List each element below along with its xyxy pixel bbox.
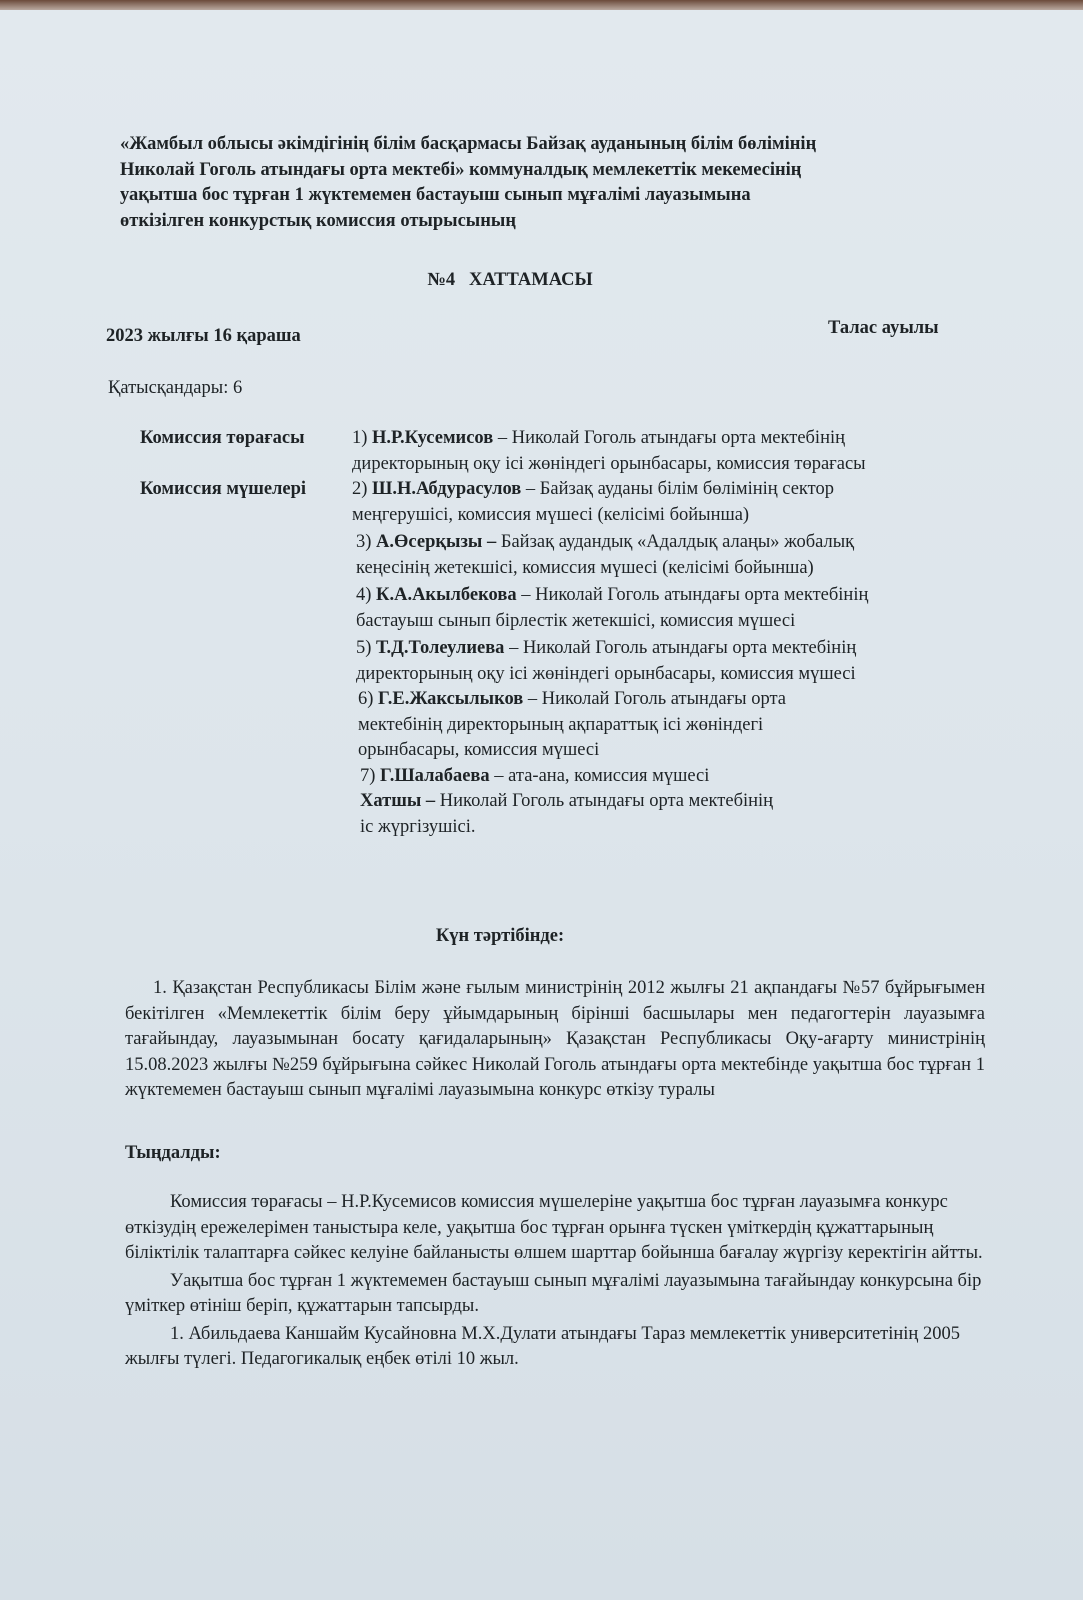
member-item: 6) Г.Е.Жаксылыков – Николай Гоголь атындағы орта мектебінің директорының ақпараттық ісі жөніндегі орынбасары, комиссия мүшесі — [358, 689, 787, 760]
secretary-item: Хатшы – Николай Гоголь атындағы орта мектебінің іс жүргізушісі. — [360, 791, 774, 837]
heard-paragraph: Комиссия төрағасы – Н.Р.Кусемисов комиссия мүшелеріне уақытша бос тұрған лауазымға конкурс өткізудің ережелерімен таныстыра келе, уақытша бос тұрған орынға түскен үміткердің құжаттарының біліктілік талаптарға сәйкес келуіне байланысты өлшем шарттар бойынша бағалау жүргізу керектігін айтты. — [125, 1192, 983, 1263]
protocol-date: 2023 жылғы 16 қараша — [106, 326, 301, 346]
title-line: өткізілген конкурстық комиссия отырысының — [120, 210, 517, 231]
protocol-heading: №4 ХАТТАМАСЫ — [427, 270, 593, 290]
agenda-heading: Күн тәртібінде: — [435, 926, 565, 946]
member-item: 1) Н.Р.Кусемисов – Николай Гоголь атындағы орта мектебінің директорының оқу ісі жөніндегі орынбасары, комиссия төрағасы — [352, 428, 866, 474]
chair-label: Комиссия төрағасы — [140, 428, 305, 448]
member-list — [352, 426, 1002, 840]
member-item: 3) А.Өсерқызы – Байзақ аудандық «Адалдық алаңы» жобалық кеңесінің жетекшісі, комиссия мүшесі (келісімі бойынша) — [356, 532, 855, 578]
title-line: «Жамбыл облысы әкімдігінің білім басқармасы Байзақ ауданының білім бөлімінің — [120, 134, 817, 154]
agenda-item: 1. Қазақстан Республикасы Білім және ғылым министрінің 2012 жылғы 21 ақпандағы №57 бұйрығымен бекітілген «Мемлекеттік білім беру ұйымдарының бірінші басшылары мен педагогтерін лауазымға тағайындау, лауазымынан босату қағидаларының» Қазақстан Республикасы Оқу-ағарту министрінің 15.08.2023 жылғы №259 бұйрығына сәйкес Николай Гоголь атындағы орта мектебінде уақытша бос тұрған 1 жүктемемен бастауыш сынып мұғалімі лауазымына конкурс өткізу туралы — [125, 978, 985, 1100]
heard-heading: Тыңдалды: — [125, 1143, 221, 1163]
title-line: уақытша бос тұрған 1 жүктемемен бастауыш сынып мұғалімі лауазымына — [120, 185, 751, 205]
protocol-place: Талас ауылы — [828, 318, 939, 338]
participants-count: Қатысқандары: 6 — [108, 378, 243, 398]
title-line: Николай Гоголь атындағы орта мектебі» коммуналдық мемлекеттік мекемесінің — [120, 159, 802, 180]
member-item: 5) Т.Д.Толеулиева – Николай Гоголь атындағы орта мектебінің директорының оқу ісі жөніндегі орынбасары, комиссия мүшесі — [356, 638, 857, 684]
document-title — [120, 132, 1000, 234]
candidate-paragraph: 1. Абильдаева Каншайм Кусайновна М.Х.Дулати атындағы Тараз мемлекеттік университетінің 2005 жылғы түлегі. Педагогикалық еңбек өтілі 10 жыл. — [125, 1323, 960, 1369]
photo-top-edge — [0, 0, 1083, 10]
heard-paragraph: Уақытша бос тұрған 1 жүктемемен бастауыш сынып мұғалімі лауазымына тағайындау конкурсына бір үміткер өтініш беріп, құжаттарын тапсырды. — [125, 1270, 982, 1316]
members-label: Комиссия мүшелері — [140, 479, 307, 499]
member-item: 2) Ш.Н.Абдурасулов – Байзақ ауданы білім бөлімінің сектор меңгерушісі, комиссия мүшесі (келісімі бойынша) — [352, 479, 835, 525]
heard-section — [125, 1190, 985, 1373]
member-item: 7) Г.Шалабаева – ата-ана, комиссия мүшесі — [360, 765, 710, 786]
member-item: 4) К.А.Акылбекова – Николай Гоголь атындағы орта мектебінің бастауыш сынып бірлестік жетекшісі, комиссия мүшесі — [356, 585, 869, 631]
